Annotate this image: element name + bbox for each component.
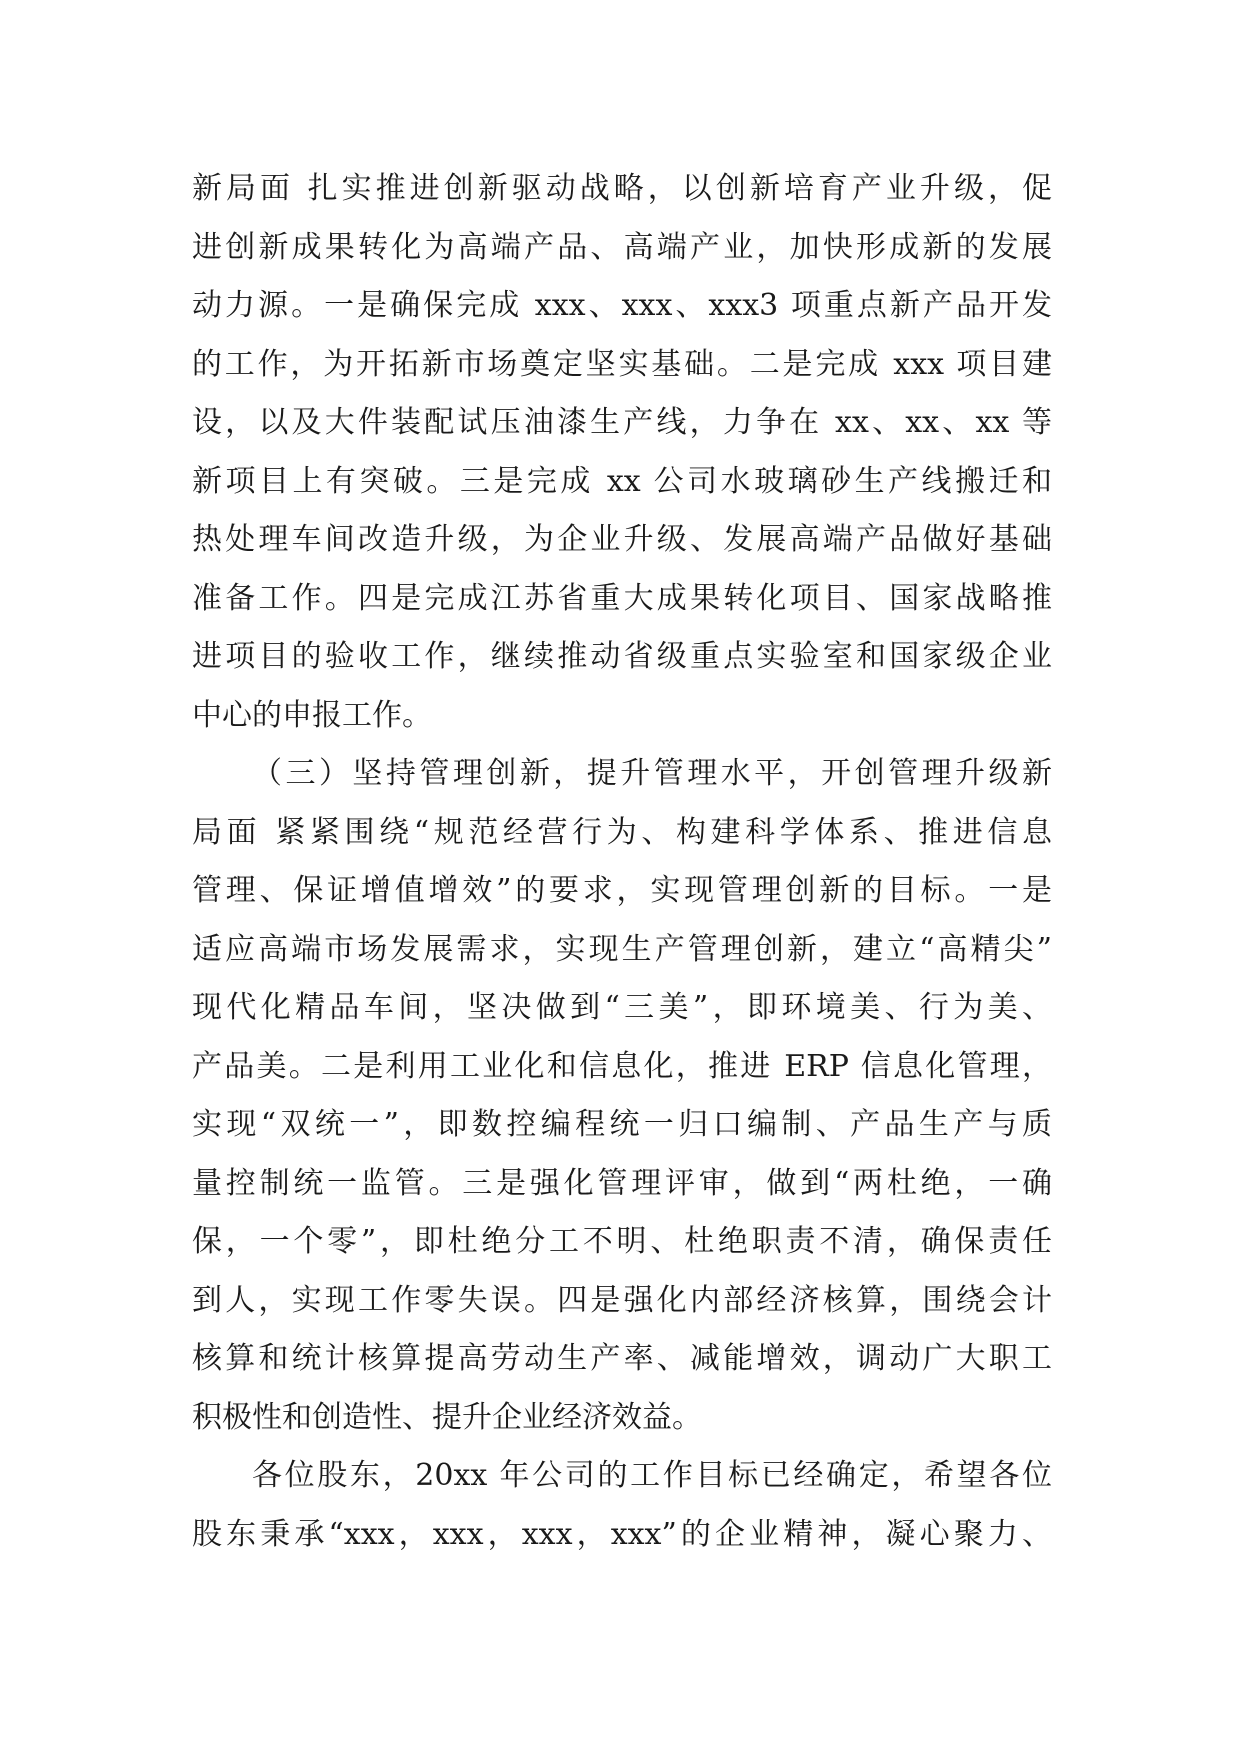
text-line: 各位股东，20xx 年公司的工作目标已经确定，希望各位 bbox=[252, 1458, 1052, 1493]
text-line: 积极性和创造性、提升企业经济效益。 bbox=[192, 1399, 702, 1435]
text-line: 实现“双统一”，即数控编程统一归口编制、产品生产与质 bbox=[192, 1107, 1052, 1142]
text-line: 准备工作。四是完成江苏省重大成果转化项目、国家战略推 bbox=[192, 580, 1052, 616]
text-line: 核算和统计核算提高劳动生产率、减能增效，调动广大职工 bbox=[192, 1341, 1052, 1376]
text-line: 股东秉承“xxx，xxx，xxx，xxx”的企业精神，凝心聚力、 bbox=[192, 1516, 1052, 1552]
text-line: 现代化精品车间，坚决做到“三美”，即环境美、行为美、 bbox=[192, 990, 1052, 1025]
text-line: 管理、保证增值增效”的要求，实现管理创新的目标。一是 bbox=[192, 873, 1052, 908]
text-line: 中心的申报工作。 bbox=[192, 697, 432, 733]
text-line: 动力源。一是确保完成 xxx、xxx、xxx3 项重点新产品开发 bbox=[192, 288, 1052, 323]
text-line: 保，一个零”，即杜绝分工不明、杜绝职责不清，确保责任 bbox=[192, 1224, 1052, 1259]
text-line: 新项目上有突破。三是完成 xx 公司水玻璃砂生产线搬迁和 bbox=[192, 463, 1052, 499]
text-line: 的工作，为开拓新市场奠定坚实基础。二是完成 xxx 项目建 bbox=[192, 346, 1052, 382]
text-line: 新局面 扎实推进创新驱动战略，以创新培育产业升级，促 bbox=[192, 171, 1052, 206]
paragraph-shareholders bbox=[192, 1447, 1052, 1564]
text-line: 局面 紧紧围绕“规范经营行为、构建科学体系、推进信息 bbox=[192, 814, 1052, 850]
document-body bbox=[192, 160, 1052, 1564]
text-line: 产品美。二是利用工业化和信息化，推进 ERP 信息化管理， bbox=[192, 1048, 1052, 1084]
text-line: 热处理车间改造升级，为企业升级、发展高端产品做好基础 bbox=[192, 522, 1052, 557]
text-line: 到人，实现工作零失误。四是强化内部经济核算，围绕会计 bbox=[192, 1282, 1052, 1318]
text-line: 进项目的验收工作，继续推动省级重点实验室和国家级企业 bbox=[192, 639, 1052, 674]
section-heading-line: （三）坚持管理创新，提升管理水平，开创管理升级新 bbox=[252, 756, 1052, 791]
text-line: 量控制统一监管。三是强化管理评审，做到“两杜绝，一确 bbox=[192, 1165, 1052, 1201]
text-line: 进创新成果转化为高端产品、高端产业，加快形成新的发展 bbox=[192, 229, 1052, 265]
paragraph-innovation-drive bbox=[192, 160, 1052, 745]
text-line: 适应高端市场发展需求，实现生产管理创新，建立“高精尖” bbox=[192, 931, 1052, 967]
text-line: 设，以及大件装配试压油漆生产线，力争在 xx、xx、xx 等 bbox=[192, 405, 1052, 440]
paragraph-management-innovation bbox=[192, 745, 1052, 1447]
